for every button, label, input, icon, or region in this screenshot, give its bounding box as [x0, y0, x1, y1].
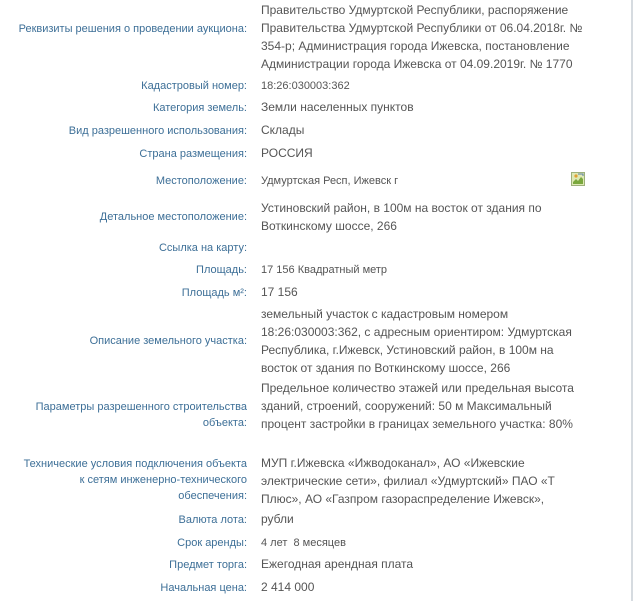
label-land-category: Категория земель:: [152, 102, 247, 114]
value-starting-price: 2 414 000: [261, 580, 315, 594]
label-country: Страна размещения:: [139, 148, 247, 160]
value-area-m2: 17 156: [261, 285, 298, 299]
label-lease-term: Срок аренды:: [177, 537, 247, 549]
label-cadastral-number: Кадастровый номер:: [141, 80, 247, 92]
value-permitted-use: Склады: [261, 123, 305, 137]
label-area-m2: Площадь м²:: [181, 287, 247, 299]
value-location: Удмуртская Респ, Ижевск г: [261, 175, 399, 187]
label-construction-params: Параметры разрешенного строительства объекта:: [35, 401, 247, 429]
label-location: Местоположение:: [155, 175, 247, 187]
map-icon[interactable]: [571, 172, 585, 186]
value-auction-decision: Правительство Удмуртской Республики, распоряжение Правительства Удмуртской Республики от 06.04.2018г. № 354-р; Администрация города Ижевска, постановление Администрации города Ижевска от 04.09.2019г. № 1770: [261, 3, 583, 71]
value-auction-subject: Ежегодная арендная плата: [261, 557, 414, 571]
value-currency: рубли: [261, 512, 294, 526]
label-plot-description: Описание земельного участка:: [89, 335, 247, 347]
value-technical-conditions: МУП г.Ижевска «Ижводоканал», АО «Ижевские электрические сети», филиал «Удмуртский» ПАО «Т Плюс», АО «Газпром газораспределение Ижевск»,: [261, 456, 555, 506]
value-plot-description: земельный участок с кадастровым номером 18:26:030003:362, с адресным ориентиром: Удмуртская Республика, г.Ижевск, Устиновский район, в 100м на восток от здания по Воткинскому шоссе, 266: [261, 307, 572, 375]
label-currency: Валюта лота:: [178, 514, 247, 526]
value-detailed-location: Устиновский район, в 100м на восток от здания по Воткинскому шоссе, 266: [261, 201, 542, 233]
label-permitted-use: Вид разрешенного использования:: [68, 125, 247, 137]
label-auction-decision: Реквизиты решения о проведении аукциона:: [18, 23, 247, 35]
value-country: РОССИЯ: [261, 146, 313, 160]
value-cadastral-number: 18:26:030003:362: [261, 80, 350, 92]
label-starting-price: Начальная цена:: [160, 582, 247, 594]
label-area: Площадь:: [196, 264, 247, 276]
label-map-link: Ссылка на карту:: [158, 242, 247, 254]
value-area: 17 156 Квадратный метр: [261, 264, 388, 276]
label-technical-conditions: Технические условия подключения объекта к сетям инженерно-технического обеспечения:: [23, 458, 247, 502]
label-auction-subject: Предмет торга:: [169, 559, 247, 571]
value-land-category: Земли населенных пунктов: [261, 100, 414, 114]
value-construction-params: Предельное количество этажей или предельная высота зданий, строений, сооружений: 50 м Максимальный процент застройки в границах земельного участка: 80%: [261, 381, 574, 431]
value-lease-term: 4 лет 8 месяцев: [261, 537, 346, 549]
label-detailed-location: Детальное местоположение:: [99, 211, 247, 223]
